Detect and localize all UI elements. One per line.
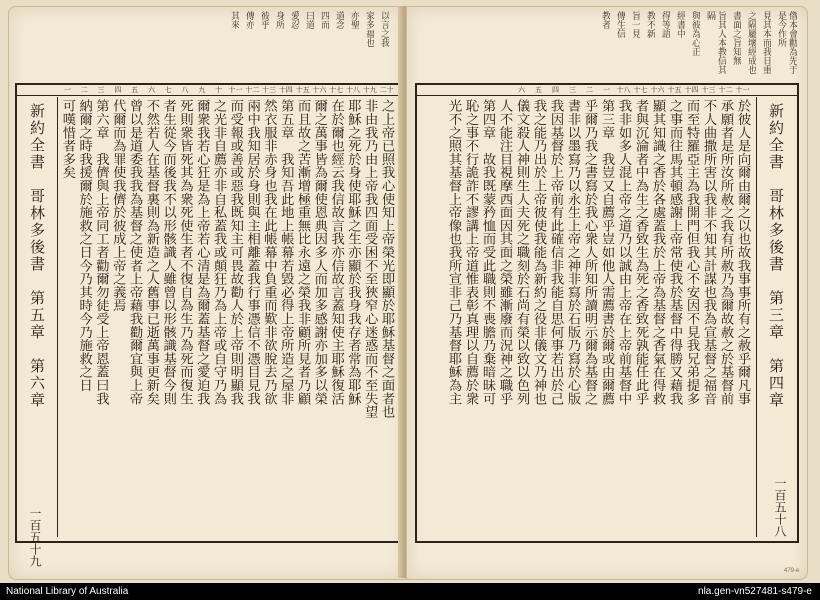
text-column: 第四章 故我既蒙矜恤而受此職則不喪膽乃棄暗昧可 — [480, 99, 495, 405]
head-note: 旨一見 — [630, 11, 640, 38]
text-column: 之事而往馬其頓感謝上帝常使我於基督中得勝又藉我 — [667, 99, 682, 405]
column-index: 十六 — [312, 86, 327, 94]
text-column: 我非如多人混上帝之道乃以誠由上帝在上帝前基督中 — [616, 99, 631, 405]
text-column: 耶穌之死於身使耶穌之生亦顯於我身我存者常為耶穌 — [345, 99, 361, 405]
text-column: 兩中我知居於身則與主相離蓋我行事憑信不憑目見我 — [244, 99, 260, 405]
column-index: 五 — [131, 86, 139, 94]
column-index: 十 — [215, 86, 223, 94]
text-column: 恥之事不行詭詐不謬講上帝道惟表彰真理以自薦於衆 — [463, 99, 478, 405]
text-column: 非由我乃由上帝我四面受困不至狹窄心迷惑而不至失望 — [362, 99, 378, 419]
head-note: 曰道 — [304, 11, 314, 29]
head-note: 傳生信 — [615, 11, 625, 38]
text-column: 然衣服非赤身也我在此帳幕中負重而歎非欲脫去乃欲 — [261, 99, 277, 405]
text-column: 承願者是所汝所赦之我有所赦乃為爾故赦之於基督前 — [718, 99, 733, 405]
column-index: 十四 — [278, 86, 293, 94]
head-note: 教不新 — [645, 11, 655, 38]
column-index: 十九 — [362, 86, 377, 94]
text-column: 第六章 我儕與上帝同工者勸爾勿徒受上帝恩蓋曰我 — [93, 99, 109, 405]
column-index: 十八 — [616, 86, 631, 94]
text-column: 人不能注目視摩西面因其面之榮雖漸廢而況神之職乎 — [497, 99, 512, 405]
head-note: 見其本而我日重 — [761, 11, 771, 74]
text-column: 者與沉淪者中為生之香致生為死之香致死孰能任此乎 — [633, 99, 648, 405]
library-name: National Library of Australia — [6, 586, 129, 597]
right-running-title: 新約全書 哥林多後書 第三章 第四章 — [767, 103, 785, 409]
column-index: 一 — [63, 86, 71, 94]
image-identifier: nla.gen-vn527481-s479-e — [698, 586, 812, 597]
column-index: 十一 — [228, 86, 243, 94]
library-footer-bar — [0, 583, 820, 600]
text-column: 曾以是道委我我為基督之使者上帝藉我勸爾宜與上帝 — [127, 99, 143, 405]
left-title-column — [17, 97, 58, 537]
text-column: 不人曲撒所害以我非不知其計謀也我為宣基督之福音 — [701, 99, 716, 405]
left-head-notes — [89, 11, 389, 79]
right-head-notes — [447, 11, 797, 79]
head-note: 家多福也 — [364, 11, 374, 47]
text-column: 之光非自薦亦非自私蓋我或顛狂乃為上帝或自守乃為 — [211, 99, 227, 405]
column-index: 六 — [518, 86, 525, 94]
head-note: 旨其人本教信其隔 — [705, 11, 726, 74]
right-column-index-row — [421, 85, 751, 95]
left-page — [8, 6, 406, 580]
right-index-rule — [417, 95, 797, 96]
head-note: 道念 — [334, 11, 344, 29]
column-index: 四 — [552, 86, 559, 94]
text-column: 第三章 我豈又自薦乎豈如他人需薦書於爾或由爾薦 — [599, 99, 614, 405]
column-index: 二 — [586, 86, 593, 94]
head-note: 彼乎 — [259, 11, 269, 29]
text-column: 而至特羅亞主為我開門但我心不安因不見我兄弟提多 — [684, 99, 699, 405]
column-index: 十七 — [633, 86, 648, 94]
column-index: 十六 — [650, 86, 665, 94]
column-index: 十三 — [262, 86, 277, 94]
text-column: 而且故之苦漸增極重無比永遠之榮我非顧所見者乃顧 — [295, 99, 311, 405]
text-column: 者生從今而後我不以形骸識人雖曾以形骸識基督今則 — [160, 99, 176, 405]
head-note: 身所 — [274, 11, 284, 29]
column-index: 四 — [114, 86, 122, 94]
text-column: 之上帝已照我心使知上帝榮光即顯於耶穌基督之面者也 — [379, 99, 394, 419]
right-title-column — [756, 97, 797, 537]
text-column: 光不之照其基督上帝像也我所宣非己乃基督耶穌為主 — [446, 99, 461, 405]
head-note: 教者 — [600, 11, 610, 29]
column-index: 八 — [181, 86, 189, 94]
left-running-title: 新約全書 哥林多後書 第五章 第六章 — [28, 103, 46, 409]
text-column: 在於爾也經云我信故言我亦信故言蓋知使主耶穌復活 — [328, 99, 344, 405]
text-column: 爾之萬事皆為爾使恩典因多人而加多感謝亦加多以榮 — [311, 99, 327, 405]
text-column: 於彼人是向爾由爾之以也故我事事所有之赦乎爾凡事 — [735, 99, 750, 405]
column-index: 十四 — [684, 86, 699, 94]
right-page-number: 一百五十八 — [773, 477, 787, 537]
text-column: 顯其知識之香於各處蓋我於上帝為基督之香氣在得救 — [650, 99, 665, 405]
head-note: 亦聖 — [349, 11, 359, 29]
left-column-index-row — [59, 85, 395, 95]
head-note: 偺本會勸為先于是今作所 — [776, 11, 797, 74]
text-column: 代爾而為罪使我儕於彼成上帝之義焉 — [110, 99, 126, 312]
column-index: 二 — [80, 86, 88, 94]
text-column: 書非以墨寫乃以永生上帝之神非寫於石版乃寫於心版 — [565, 99, 580, 405]
archive-stamp: 479-e — [784, 568, 800, 574]
column-index: 一 — [603, 86, 610, 94]
head-note: 四而 — [319, 11, 329, 29]
head-note: 之隔屬壞經成也 — [746, 11, 756, 74]
text-column: 我因基督於上帝前有此確信非我能自思何事若出於己 — [548, 99, 563, 405]
column-index: 七 — [164, 86, 172, 94]
head-note: 其來 — [229, 11, 239, 29]
text-column: 第五章 我知吾此地上帳幕若毀必得上帝所造之屋非 — [278, 99, 294, 405]
left-page-number: 一百五十九 — [28, 507, 42, 567]
column-index: 五 — [535, 86, 542, 94]
head-note: 傳亦 — [244, 11, 254, 29]
column-index: 二十 — [379, 86, 394, 94]
head-note: 得等語 — [660, 11, 670, 38]
text-column: 我之能乃出於上帝彼使我能為新約之役非儀文乃神也 — [531, 99, 546, 405]
head-note: 書面之旨知無 — [731, 11, 741, 65]
column-index: 三 — [569, 86, 576, 94]
left-body-columns — [59, 99, 395, 537]
column-index: 十七 — [329, 86, 344, 94]
head-note: 經書中 — [675, 11, 685, 38]
text-column: 可嘆惜者多矣 — [59, 99, 75, 179]
left-text-frame — [15, 83, 401, 543]
head-note: 愛忍 — [289, 11, 299, 29]
column-index: 十一 — [735, 86, 750, 94]
column-index: 十五 — [295, 86, 310, 94]
right-text-frame — [415, 83, 799, 543]
text-column: 納爾之時我援爾於施救之日今乃其時今乃施救之日 — [76, 99, 92, 392]
column-index: 九 — [198, 86, 206, 94]
column-index: 十三 — [701, 86, 716, 94]
column-index: 十二 — [718, 86, 733, 94]
column-index: 三 — [97, 86, 105, 94]
left-index-rule — [17, 95, 399, 96]
right-page — [406, 6, 808, 580]
text-column: 爾衆我若心狂是為上帝若心清是為爾蓋基督之愛迫我 — [194, 99, 210, 405]
text-column: 而受報或善或惡我既知主可畏故勸人於上帝則明顯我 — [227, 99, 243, 405]
text-column: 死則衆皆死其為衆死使生者不復自為生乃為死而復生 — [177, 99, 193, 405]
column-index: 十五 — [667, 86, 682, 94]
column-index: 六 — [147, 86, 155, 94]
text-column: 乎爾乃我之書寫於我心衆人所知所讀明示爾為基督之 — [582, 99, 597, 405]
head-note: 以言之我 — [379, 11, 389, 47]
column-index: 十二 — [245, 86, 260, 94]
head-note: 與彼為心正 — [690, 11, 700, 56]
text-column: 儀文殺人神則生人夫死之職刻於石尚有榮以致以色列 — [514, 99, 529, 405]
text-column: 不然若人在基督裏則為新造之人舊事已逝萬事更新矣 — [143, 99, 159, 405]
column-index: 十八 — [346, 86, 360, 94]
right-body-columns — [421, 99, 751, 537]
